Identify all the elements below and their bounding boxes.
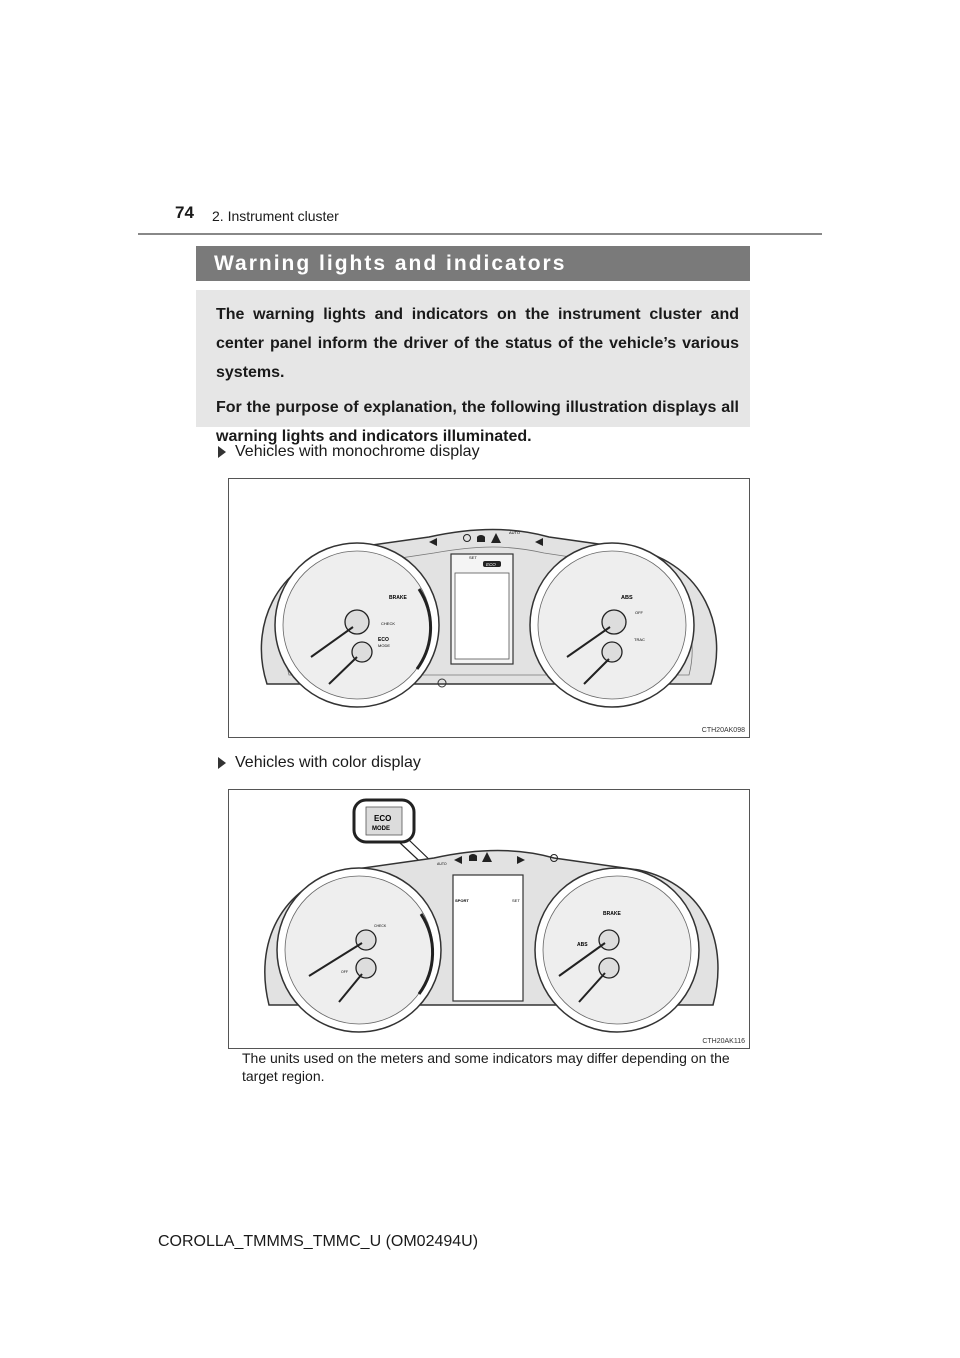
- eco-badge-label: ECO: [486, 562, 496, 567]
- callout-eco-label: ECO: [374, 814, 392, 823]
- figure-monochrome: [228, 478, 750, 738]
- figure-color: [228, 789, 750, 1049]
- abs-label: ABS: [621, 595, 633, 601]
- cluster-monochrome-illustration: [229, 479, 749, 737]
- subhead-color-label: Vehicles with color display: [235, 754, 421, 771]
- heading-text: Warning lights and indicators: [214, 252, 567, 275]
- subhead-color: [218, 754, 421, 772]
- check-label: CHECK: [374, 924, 387, 928]
- intro-box: [196, 290, 750, 445]
- off-label: OFF: [635, 610, 643, 615]
- subhead-monochrome: [218, 443, 480, 461]
- figure-code: CTH20AK116: [702, 1038, 745, 1045]
- cluster-color-illustration: [229, 790, 749, 1048]
- auto-label: AUTO: [437, 862, 447, 866]
- set-label: SET: [469, 555, 477, 560]
- eco-mode-label-mode: MODE: [378, 643, 390, 648]
- callout-mode-label: MODE: [372, 826, 390, 832]
- intro-paragraph-1: The warning lights and indicators on the instrument cluster and center panel inform the driver of the status of the vehicle’s various systems.: [216, 306, 739, 381]
- abs-label: ABS: [577, 942, 588, 948]
- set-label: SET: [512, 898, 520, 903]
- header-rule: [138, 233, 822, 235]
- heading-bar: [196, 246, 750, 281]
- figure-code: CTH20AK098: [701, 727, 745, 734]
- subhead-monochrome-label: Vehicles with monochrome display: [235, 443, 480, 460]
- brake-label: BRAKE: [603, 911, 621, 917]
- eco-mode-label-eco: ECO: [378, 637, 389, 643]
- section-title: 2. Instrument cluster: [212, 208, 339, 224]
- auto-label: AUTO: [509, 530, 521, 535]
- off-label: OFF: [341, 970, 348, 974]
- intro-paragraph-2: For the purpose of explanation, the following illustration displays all warning lights and indicators illuminated.: [216, 399, 739, 445]
- sport-label: SPORT: [455, 898, 469, 903]
- footnote: The units used on the meters and some indicators may differ depending on the target region.: [242, 1050, 730, 1084]
- trac-label: TRAC: [634, 637, 645, 642]
- triangle-bullet-icon: [218, 757, 226, 769]
- triangle-bullet-icon: [218, 446, 226, 458]
- footer-text: COROLLA_TMMMS_TMMC_U (OM02494U): [158, 1233, 479, 1250]
- check-label: CHECK: [381, 621, 396, 626]
- brake-label: BRAKE: [389, 595, 407, 601]
- page-number: 74: [175, 203, 194, 222]
